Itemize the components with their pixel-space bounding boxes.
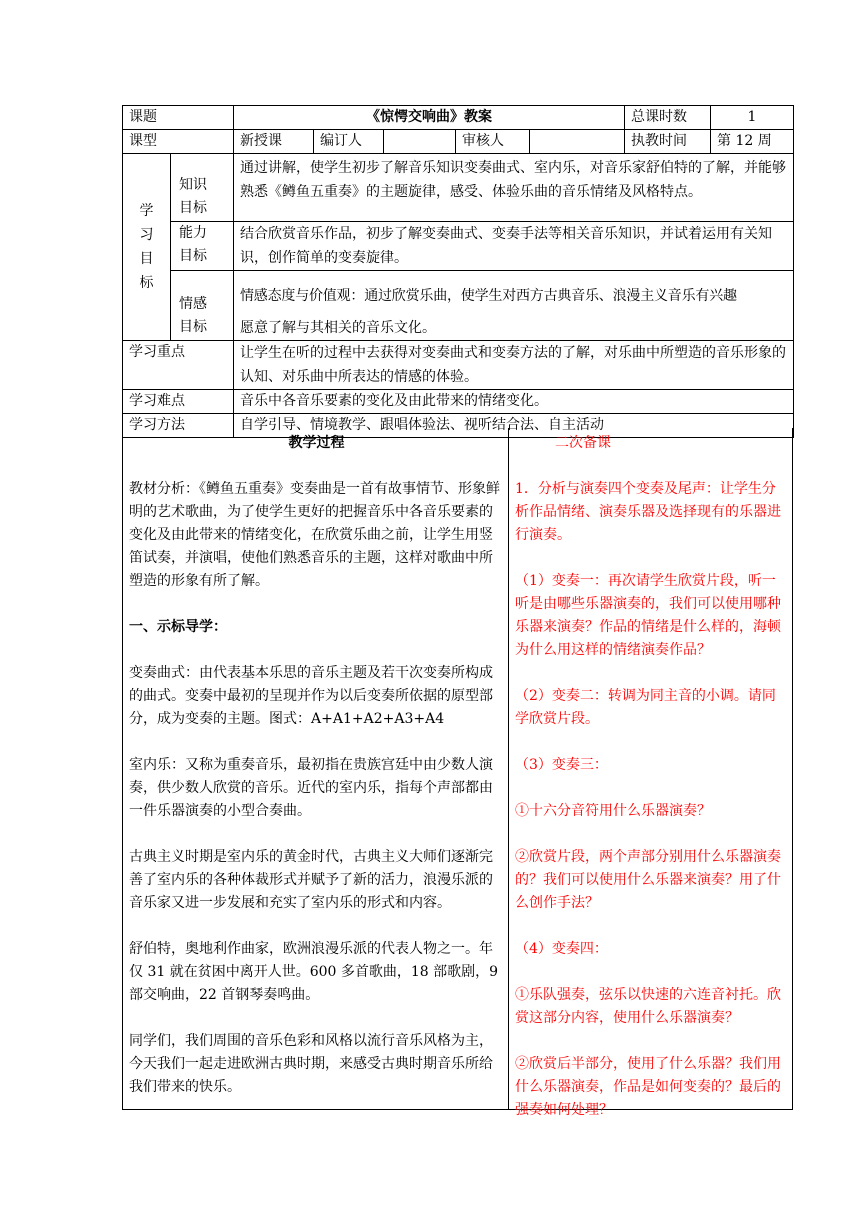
- focus-row: [123, 341, 794, 390]
- emotion-label-line2: 目标: [179, 319, 207, 335]
- total-hours-value: 1: [711, 106, 794, 130]
- exec-time-value: 第 12 周: [711, 130, 794, 154]
- students-paragraph: 同学们，我们周围的音乐色彩和风格以流行音乐风格为主，今天我们一起走进欧洲古典时期，来感受古典时期音乐所给我们带来的快乐。: [129, 1033, 493, 1095]
- focus-text: 让学生在听的过程中去获得对变奏曲式和变奏方法的了解，对乐曲中所塑造的音乐形象的认知、对乐曲中所表达的情感的体验。: [234, 341, 794, 390]
- ability-label-line1: 能力: [179, 225, 207, 241]
- method-text: 自学引导、情境教学、跟唱体验法、视听结合法、自主活动: [234, 414, 794, 438]
- second-prep-p8: ①乐队强奏，弦乐以快速的六连音衬托。欣赏这部分内容，使用什么乐器演奏？: [515, 987, 781, 1026]
- keti-label: 课题: [123, 106, 234, 130]
- chamber-music-definition: 室内乐：又称为重奏音乐，最初指在贵族宫廷中由少数人演奏，供少数人欣赏的音乐。近代的室内乐，指每个声部都由一件乐器演奏的小型合奏曲。: [129, 757, 493, 819]
- emotion-label-line1: 情感: [179, 296, 207, 312]
- process-section: [122, 428, 793, 1118]
- second-prep-p5: ①十六分音符用什么乐器演奏？: [515, 803, 711, 819]
- section-heading-1: 一、示标导学：: [129, 619, 227, 635]
- emotion-goal-text: [234, 271, 794, 341]
- total-hours-label: 总课时数: [625, 106, 711, 130]
- exec-time-label: 执教时间: [625, 130, 711, 154]
- teaching-process-heading: 教学过程: [288, 435, 345, 451]
- editor-label: 编订人: [314, 130, 384, 154]
- knowledge-goal-text: 通过讲解，使学生初步了解音乐知识变奏曲式、室内乐，对音乐家舒伯特的了解，并能够熟悉《鳟鱼五重奏》的主题旋律，感受、体验乐曲的音乐情绪及风格特点。: [234, 154, 794, 222]
- emotion-text-line1: 情感态度与价值观：通过欣赏乐曲，使学生对西方古典音乐、浪漫主义音乐有兴趣: [240, 288, 737, 304]
- second-prep-p4: （3）变奏三：: [515, 757, 608, 773]
- lesson-info-table: [122, 105, 794, 438]
- difficulty-label: 学习难点: [123, 390, 234, 414]
- editor-value: [384, 130, 456, 154]
- ability-label-line2: 目标: [179, 248, 207, 264]
- knowledge-goal-row: [123, 154, 794, 222]
- second-prep-p9: ②欣赏后半部分，使用了什么乐器？我们用什么乐器演奏，作品是如何变奏的？最后的强奏如何处理？: [515, 1056, 781, 1118]
- type-value: 新授课: [234, 130, 314, 154]
- emotion-goal-row: [123, 271, 794, 341]
- teaching-process-column: [129, 432, 504, 1099]
- second-prep-heading: 二次备课: [555, 435, 611, 451]
- ability-goal-row: [123, 222, 794, 271]
- title-row: [123, 106, 794, 130]
- emotion-goal-label: [171, 271, 234, 341]
- emotion-text-line2: 愿意了解与其相关的音乐文化。: [240, 320, 436, 336]
- second-prep-p1: 1．分析与演奏四个变奏及尾声：让学生分析作品情绪、演奏乐器及选择现有的乐器进行演奏。: [515, 481, 781, 543]
- second-prep-p2: （1）变奏一：再次请学生欣赏片段，听一听是由哪些乐器演奏的，我们可以使用哪种乐器来演奏？作品的情绪是什么样的，海顿为什么用这样的情绪演奏作品？: [515, 573, 781, 658]
- ability-goal-text: 结合欣赏音乐作品，初步了解变奏曲式、变奏手法等相关音乐知识，并试着运用有关知识，创作简单的变奏旋律。: [234, 222, 794, 271]
- variation-definition: 变奏曲式：由代表基本乐思的音乐主题及若干次变奏所构成的曲式。变奏中最初的呈现并作为以后变奏所依据的原型部分，成为变奏的主题。图式：A+A1+A2+A3+A4: [129, 665, 493, 727]
- knowledge-goal-label: [171, 154, 234, 222]
- type-label: 课型: [123, 130, 234, 154]
- difficulty-text: 音乐中各音乐要素的变化及由此带来的情绪变化。: [234, 390, 794, 414]
- material-analysis: 教材分析：《鳟鱼五重奏》变奏曲是一首有故事情节、形象鲜明的艺术歌曲，为了使学生更好的把握音乐中各音乐要素的变化及由此带来的情绪变化，在欣赏乐曲之前，让学生用竖笛试奏，并演唱，使他们熟悉音乐的主题，这样对歌曲中所塑造的形象有所了解。: [129, 481, 500, 589]
- lesson-title: 《惊愕交响曲》教案: [234, 106, 625, 130]
- goals-main-label: [123, 154, 171, 341]
- focus-label: 学习重点: [123, 341, 234, 390]
- goals-char-3: 目: [139, 251, 154, 267]
- reviewer-label: 审核人: [456, 130, 530, 154]
- schubert-paragraph: 舒伯特，奥地利作曲家，欧洲浪漫乐派的代表人物之一。年仅 31 就在贫困中离开人世。600 多首歌曲，18 部歌剧，9 部交响曲，22 首钢琴奏鸣曲。: [129, 941, 499, 1003]
- second-prep-p7: （4）变奏四：: [515, 941, 608, 957]
- column-divider: [508, 428, 509, 1110]
- second-prep-p3: （2）变奏二：转调为同主音的小调。请同学欣赏片段。: [515, 688, 776, 727]
- ability-goal-label: [171, 222, 234, 271]
- classical-period-paragraph: 古典主义时期是室内乐的黄金时代，古典主义大师们逐渐完善了室内乐的各种体裁形式并赋予了新的活力，浪漫乐派的音乐家又进一步发展和充实了室内乐的形式和内容。: [129, 849, 493, 911]
- second-prep-column: [515, 432, 787, 1122]
- second-prep-p6: ②欣赏片段，两个声部分别用什么乐器演奏的？我们可以使用什么乐器来演奏？用了什么创作手法？: [515, 849, 781, 911]
- knowledge-label-line2: 目标: [179, 200, 207, 216]
- method-label: 学习方法: [123, 414, 234, 438]
- difficulty-row: [123, 390, 794, 414]
- reviewer-value: [530, 130, 625, 154]
- knowledge-label-line1: 知识: [179, 177, 207, 193]
- goals-char-4: 标: [139, 275, 154, 291]
- goals-char-2: 习: [139, 227, 154, 243]
- type-row: [123, 130, 794, 154]
- goals-char-1: 学: [139, 203, 154, 219]
